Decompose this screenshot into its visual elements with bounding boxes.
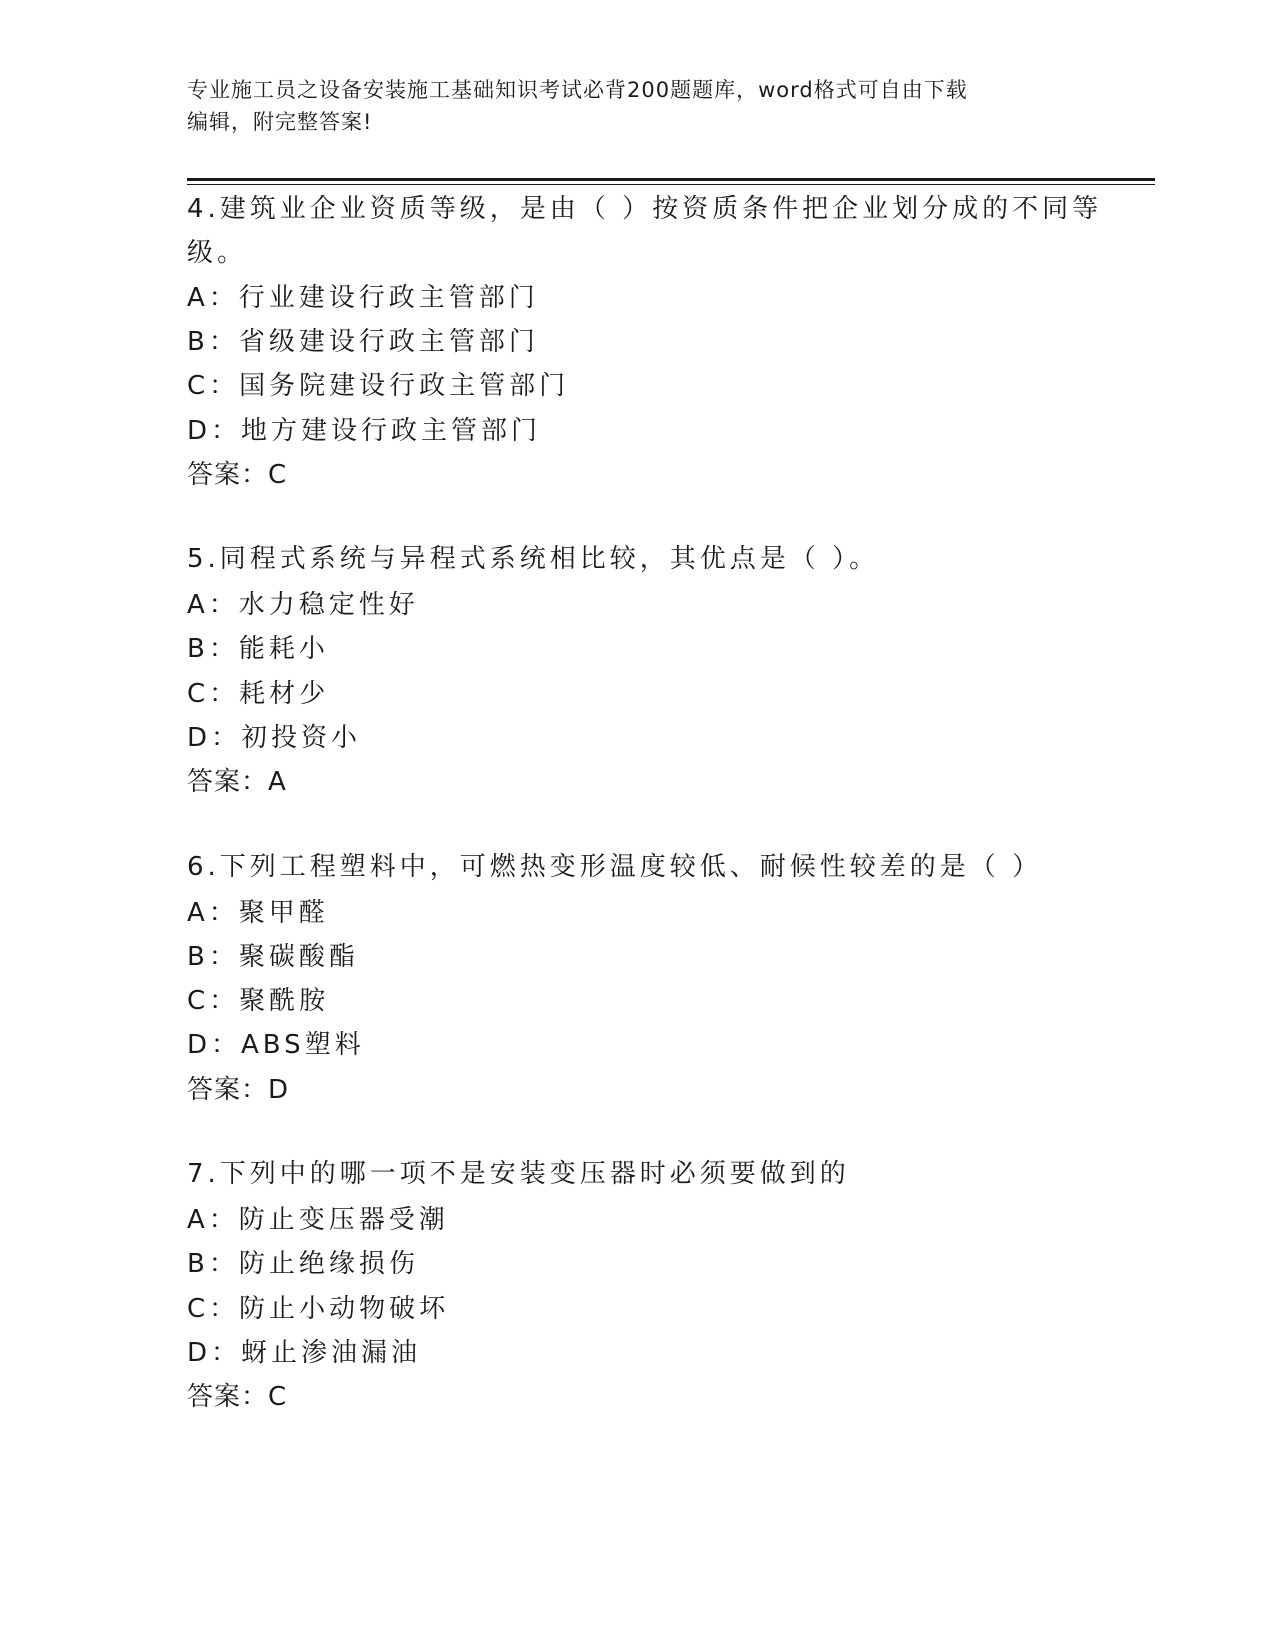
answer-line: 答案：A bbox=[187, 767, 287, 797]
question-stem-continued: 级。 bbox=[187, 238, 248, 268]
header-line-1: 专业施工员之设备安装施工基础知识考试必背200题题库，word格式可自由下载 bbox=[187, 78, 968, 102]
question-stem: 7.下列中的哪一项不是安装变压器时必须要做到的 bbox=[187, 1159, 850, 1189]
option-c: C：国务院建设行政主管部门 bbox=[187, 371, 570, 401]
option-a: A：行业建设行政主管部门 bbox=[187, 283, 539, 313]
answer-line: 答案：C bbox=[187, 460, 288, 490]
answer-line: 答案：C bbox=[187, 1382, 288, 1412]
option-a: A：防止变压器受潮 bbox=[187, 1205, 449, 1235]
option-b: B：能耗小 bbox=[187, 634, 329, 664]
option-a: A：水力稳定性好 bbox=[187, 590, 419, 620]
option-c: C：耗材少 bbox=[187, 679, 330, 709]
option-a: A：聚甲醛 bbox=[187, 898, 329, 928]
option-d: D：ABS塑料 bbox=[187, 1030, 365, 1060]
header-divider-thick bbox=[187, 178, 1155, 181]
option-d: D：地方建设行政主管部门 bbox=[187, 416, 542, 446]
header-divider-thin bbox=[187, 184, 1155, 185]
document-header bbox=[187, 74, 1067, 138]
option-c: C：防止小动物破坏 bbox=[187, 1294, 450, 1324]
option-d: D：蚜止渗油漏油 bbox=[187, 1338, 422, 1368]
header-line-2: 编辑，附完整答案! bbox=[187, 110, 373, 134]
option-b: B：省级建设行政主管部门 bbox=[187, 327, 539, 357]
question-stem: 4.建筑业企业资质等级，是由（ ）按资质条件把企业划分成的不同等 bbox=[187, 194, 1103, 224]
option-b: B：防止绝缘损伤 bbox=[187, 1249, 419, 1279]
answer-line: 答案：D bbox=[187, 1075, 290, 1105]
option-b: B：聚碳酸酯 bbox=[187, 942, 359, 972]
option-d: D：初投资小 bbox=[187, 723, 362, 753]
question-stem: 6.下列工程塑料中，可燃热变形温度较低、耐候性较差的是（ ） bbox=[187, 852, 1043, 882]
question-stem: 5.同程式系统与异程式系统相比较，其优点是（ ）。 bbox=[187, 544, 880, 574]
option-c: C：聚酰胺 bbox=[187, 986, 330, 1016]
